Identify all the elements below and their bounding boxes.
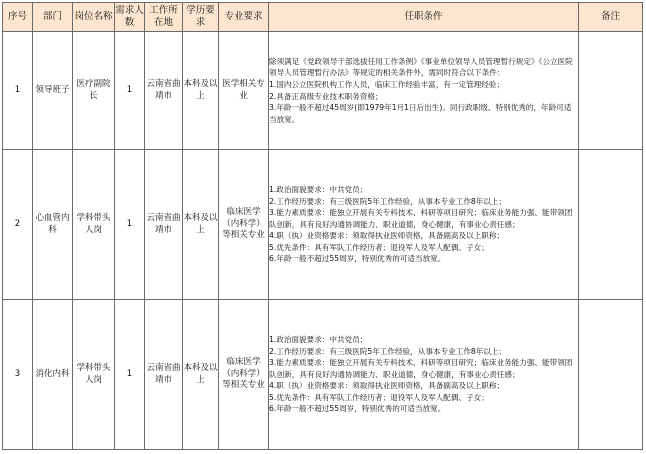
- cell-dept: 领导班子: [33, 32, 73, 150]
- cell-remark: [579, 300, 643, 450]
- header-remark: 备注: [579, 3, 643, 32]
- cell-remark: [579, 150, 643, 300]
- condition-line: 1.政治面貌要求：中共党员；: [269, 334, 368, 344]
- cell-conditions: [269, 150, 579, 300]
- cell-major: 临床医学（内科学）等相关专业: [219, 150, 269, 300]
- condition-line: 2.工作经历要求：有三级医院5年工作经验，从事本专业工作8年以上；: [269, 346, 507, 356]
- condition-line: 3.能力素质要求：能独立开展有关专科技术、科研等项目研究；临床业务能力强、能带领团队创新，具有良好沟通协调能力、职业道德，身心健康，有事业心责任感；: [269, 358, 573, 379]
- cell-conditions: [269, 300, 579, 450]
- cell-count: 1: [115, 150, 145, 300]
- cell-position: 学科带头人岗: [73, 300, 115, 450]
- cell-location: 云南省曲靖市: [145, 300, 183, 450]
- header-location: 工作所在地: [145, 3, 183, 32]
- header-conditions: 任职条件: [269, 3, 579, 32]
- cell-dept: 心血管内科: [33, 150, 73, 300]
- cell-position: 医疗副院长: [73, 32, 115, 150]
- condition-line: 3.能力素质要求：能独立开展有关专科技术、科研等项目研究；临床业务能力强、能带领团队创新，具有良好沟通协调能力、职业道德，身心健康，有事业心责任感；: [269, 208, 573, 229]
- header-seq: 序号: [3, 3, 33, 32]
- cell-dept: 消化内科: [33, 300, 73, 450]
- cell-major: 医学相关专业: [219, 32, 269, 150]
- cell-count: 1: [115, 300, 145, 450]
- cell-education: 本科及以上: [183, 32, 219, 150]
- condition-line: 1.政治面貌要求：中共党员；: [269, 184, 368, 194]
- header-count: 需求人数: [115, 3, 145, 32]
- header-dept: 部门: [33, 3, 73, 32]
- cell-location: 云南省曲靖市: [145, 150, 183, 300]
- condition-line: 3.年龄一般不超过45周岁(即1979年1月1日后出生)。同行政职级、特别优秀的，年龄可适当放宽。: [269, 103, 572, 124]
- header-major: 专业要求: [219, 3, 269, 32]
- cell-major: 临床医学（内科学）等相关专业: [219, 300, 269, 450]
- condition-line: 5.优先条件：具有军队工作经历者；退役军人及军人配偶、子女；: [269, 242, 489, 252]
- header-education: 学历要求: [183, 3, 219, 32]
- condition-line: 除须满足《党政领导干部选拔任用工作条例》《事业单位领导人员管理暂行规定》《公立医院领导人员管理暂行办法》等规定的相关条件外，需同时符合以下条件：: [269, 56, 573, 78]
- table-row: [3, 150, 643, 300]
- cell-seq: 2: [3, 150, 33, 300]
- condition-line: 2.工作经历要求：有三级医院5年工作经验，从事本专业工作8年以上；: [269, 196, 507, 206]
- header-position: 岗位名称: [73, 3, 115, 32]
- cell-location: 云南省曲靖市: [145, 32, 183, 150]
- cell-education: 本科及以上: [183, 150, 219, 300]
- recruitment-table: [2, 2, 643, 450]
- cell-seq: 3: [3, 300, 33, 450]
- table-row: [3, 32, 643, 150]
- condition-line: 6.年龄一般不超过55周岁，特别优秀的可适当放宽。: [269, 404, 446, 414]
- cell-count: 1: [115, 32, 145, 150]
- condition-line: 1.国内公立医院机构工作人员，临床工作经验丰富，有一定管理经验；: [269, 79, 505, 89]
- cell-seq: 1: [3, 32, 33, 150]
- condition-line: 2.具备正高级专业技术职务资格；: [269, 91, 383, 101]
- table-row: [3, 300, 643, 450]
- cell-education: 本科及以上: [183, 300, 219, 450]
- cell-conditions: [269, 32, 579, 150]
- header-row: [3, 3, 643, 32]
- condition-line: 6.年龄一般不超过55周岁，特别优秀的可适当放宽。: [269, 254, 446, 264]
- condition-line: 5.优先条件：具有军队工作经历者；退役军人及军人配偶、子女；: [269, 392, 489, 402]
- cell-remark: [579, 32, 643, 150]
- condition-line: 4.职（执）业资格要求：须取得执业医师资格，具备副高及以上职称；: [269, 381, 505, 391]
- cell-position: 学科带头人岗: [73, 150, 115, 300]
- condition-line: 4.职（执）业资格要求：须取得执业医师资格，具备副高及以上职称；: [269, 231, 505, 241]
